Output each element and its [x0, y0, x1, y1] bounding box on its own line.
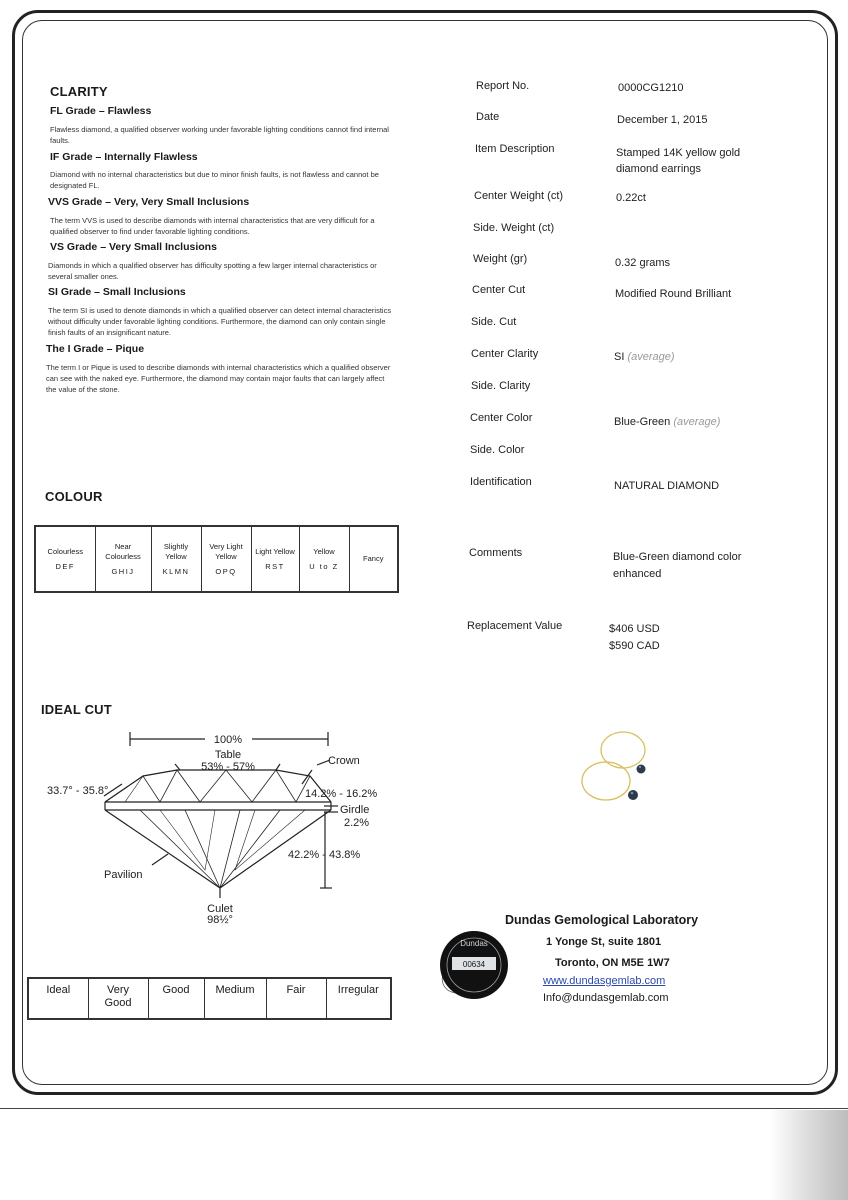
colour-cell — [35, 526, 95, 592]
weight-gr-value: 0.32 grams — [615, 257, 671, 269]
scan-edge-shadow — [770, 1110, 848, 1200]
colour-code: OPQ — [215, 566, 237, 576]
date-label: Date — [476, 111, 500, 123]
center-clarity-note: (average) — [627, 351, 675, 363]
colour-scale-table — [34, 525, 399, 593]
seal-text: Dundas — [460, 939, 488, 948]
clarity-heading: CLARITY — [50, 84, 108, 99]
diagram-pavilion: Pavilion — [104, 869, 143, 881]
center-color-note: (average) — [673, 416, 721, 428]
colour-heading: COLOUR — [45, 489, 103, 504]
weight-gr-label: Weight (gr) — [473, 253, 528, 265]
grade-vvs-desc: The term VVS is used to describe diamonds with internal characteristics that are very difficult for a qualified observer to find under favorable lighting conditions. — [50, 216, 375, 236]
diagram-width: 100% — [213, 734, 243, 746]
side-clarity-label: Side. Clarity — [471, 380, 531, 392]
diagram-culet-value: 98½° — [207, 914, 233, 926]
grade-if-title: IF Grade – Internally Flawless — [50, 151, 198, 163]
colour-cell — [95, 526, 151, 592]
colour-cell — [349, 526, 398, 592]
lab-email: Info@dundasgemlab.com — [543, 992, 669, 1004]
center-clarity-value — [614, 349, 675, 365]
center-cut-label: Center Cut — [472, 284, 526, 296]
report-number-label: Report No. — [476, 80, 530, 92]
colour-code: RST — [265, 561, 285, 571]
comments-label: Comments — [469, 547, 523, 559]
grade-si-title: SI Grade – Small Inclusions — [48, 286, 186, 298]
colour-name: Near Colourless — [105, 541, 141, 561]
center-weight-value: 0.22ct — [616, 192, 646, 204]
diagram-pavilion-depth: 42.2% - 43.8% — [288, 849, 361, 861]
center-color-value — [614, 414, 720, 430]
report-number-value: 0000CG1210 — [618, 82, 684, 94]
diagram-culet: Culet — [207, 903, 233, 915]
cut-grade-table — [27, 977, 392, 1020]
grade-si-desc: The term SI is used to denote diamonds in which a qualified observer can detect internal characteristics without difficulty under favorable lighting conditions. Furthermore, the diamond can only contain single finish faults of an insignificant nature. — [48, 306, 392, 337]
colour-code: U to Z — [309, 561, 339, 571]
center-color-grade: Blue-Green — [614, 416, 671, 428]
grade-i-desc: The term I or Pique is used to describe diamonds with internal characteristics which a qualified observer can see with the naked eye. Furthermore, the diamond may contain major faults that can largely affect the value of the stone. — [46, 363, 391, 394]
colour-cell — [201, 526, 251, 592]
replacement-value-cad: $590 CAD — [609, 640, 660, 652]
grade-vvs-title: VVS Grade – Very, Very Small Inclusions — [48, 196, 250, 208]
ideal-cut-heading: IDEAL CUT — [41, 702, 112, 717]
lab-address1: 1 Yonge St, suite 1801 — [546, 936, 662, 948]
diagram-crown-angle: 33.7° - 35.8° — [47, 785, 109, 797]
center-clarity-label: Center Clarity — [471, 348, 539, 360]
grade-vs-desc: Diamonds in which a qualified observer has difficulty spotting a few larger internal characteristics or several smaller ones. — [48, 261, 377, 281]
lab-seal-icon — [428, 920, 518, 1010]
seal-number: 00634 — [462, 960, 486, 969]
center-weight-label: Center Weight (ct) — [474, 190, 564, 202]
grade-vs-title: VS Grade – Very Small Inclusions — [50, 241, 217, 253]
colour-name: Yellow — [313, 546, 335, 556]
colour-cell — [299, 526, 349, 592]
cut-grade-cell: Good — [148, 978, 204, 1019]
diagram-girdle: Girdle — [340, 804, 370, 816]
center-color-label: Center Color — [470, 412, 533, 424]
cut-grade-label: Very Good — [104, 984, 132, 1009]
bottom-rule — [0, 1108, 848, 1109]
grade-fl-desc: Flawless diamond, a qualified observer working under favorable lighting conditions cannot find internal faults. — [50, 125, 389, 145]
diagram-table-range: 53% - 57% — [201, 761, 255, 773]
cut-grade-cell: Ideal — [28, 978, 88, 1019]
lab-block — [500, 913, 780, 927]
colour-name: Colourless — [47, 546, 83, 556]
colour-cell — [251, 526, 299, 592]
colour-code: KLMN — [162, 566, 190, 576]
colour-name: Very Light Yellow — [209, 541, 243, 561]
colour-name: Light Yellow — [255, 546, 295, 556]
cut-grade-cell — [88, 978, 148, 1019]
colour-code: GHIJ — [111, 566, 135, 576]
grade-i-title: The I Grade – Pique — [46, 343, 145, 355]
grade-if-desc: Diamond with no internal characteristics but due to minor finish faults, is not flawless and cannot be designated FL. — [50, 170, 379, 190]
side-color-label: Side. Color — [470, 444, 525, 456]
item-description-label: Item Description — [475, 143, 555, 155]
replacement-value-usd: $406 USD — [609, 623, 660, 635]
side-cut-label: Side. Cut — [471, 316, 517, 328]
comments-value: Blue-Green diamond color enhanced — [613, 551, 742, 580]
diagram-crown-height: 14.2% - 16.2% — [305, 788, 378, 800]
center-clarity-grade: SI — [614, 351, 625, 363]
lab-name: Dundas Gemological Laboratory — [505, 913, 699, 927]
lab-address2: Toronto, ON M5E 1W7 — [555, 957, 670, 969]
diagram-crown: Crown — [328, 755, 360, 767]
cut-grade-cell: Medium — [204, 978, 266, 1019]
identification-value: NATURAL DIAMOND — [614, 480, 720, 492]
item-description-value: Stamped 14K yellow gold diamond earrings — [616, 147, 741, 175]
diagram-girdle-value: 2.2% — [344, 817, 370, 829]
cut-grade-cell: Irregular — [326, 978, 391, 1019]
cut-grade-cell: Fair — [266, 978, 326, 1019]
lab-website-link[interactable]: www.dundasgemlab.com — [543, 975, 666, 987]
diagram-table-label: Table — [214, 749, 242, 761]
center-cut-value: Modified Round Brilliant — [615, 288, 732, 300]
earrings-photo — [578, 725, 658, 815]
colour-name: Slightly Yellow — [163, 541, 189, 561]
identification-label: Identification — [470, 476, 532, 488]
replacement-value-label: Replacement Value — [467, 620, 563, 632]
colour-code: DEF — [55, 561, 75, 571]
grade-fl-title: FL Grade – Flawless — [50, 105, 152, 117]
date-value: December 1, 2015 — [617, 114, 708, 126]
side-weight-label: Side. Weight (ct) — [473, 222, 555, 234]
colour-name: Fancy — [363, 554, 384, 563]
colour-cell — [151, 526, 201, 592]
ideal-cut-diagram — [40, 720, 400, 930]
